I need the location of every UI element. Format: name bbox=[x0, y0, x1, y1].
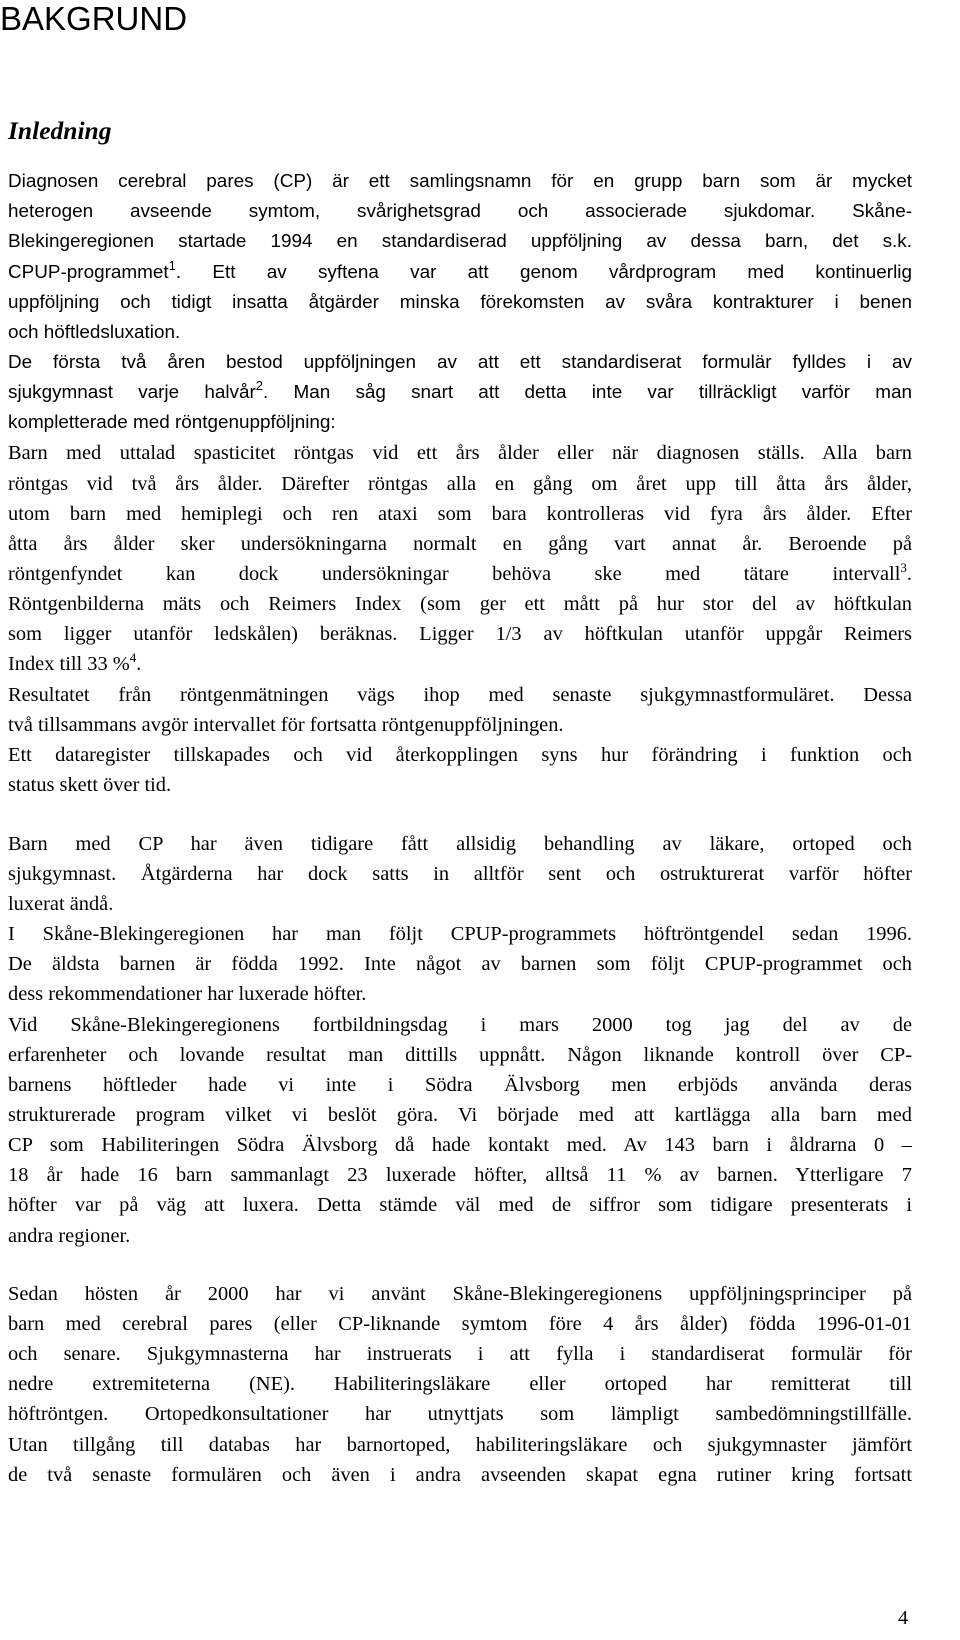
text-line: och höftledsluxation. bbox=[8, 322, 181, 343]
text-line: nedre extremiteterna (NE). Habiliteringsläkare eller ortoped har remitterat till bbox=[8, 1373, 912, 1395]
footnote-ref: 3 bbox=[900, 560, 907, 575]
text-line: utom barn med hemiplegi och ren ataxi som bara kontrolleras vid fyra års ålder. Efter bbox=[8, 503, 912, 525]
text-line: Barn med uttalad spasticitet röntgas vid ett års ålder eller när diagnosen ställs. Alla barn bbox=[8, 442, 912, 464]
text-line: som ligger utanför ledskålen) beräknas. Ligger 1/3 av höftkulan utanför uppgår Reimers bbox=[8, 623, 912, 645]
section-subheading: Inledning bbox=[8, 116, 112, 145]
text-line: strukturerade program vilket vi beslöt göra. Vi började med att kartlägga alla barn med bbox=[8, 1104, 912, 1126]
text-line: I Skåne-Blekingeregionen har man följt CPUP-programmets höftröntgendel sedan 1996. bbox=[8, 923, 912, 945]
footnote-ref: 2 bbox=[255, 378, 264, 393]
text-line: CP som Habiliteringen Södra Älvsborg då hade kontakt med. Av 143 barn i åldrarna 0 – bbox=[8, 1134, 912, 1156]
text-line: röntgenfyndet kan dock undersökningar behöva ske med tätare intervall$^3$. bbox=[8, 560, 912, 585]
text-line: och senare. Sjukgymnasterna har instruerats i att fylla i standardiserat formulär för bbox=[8, 1343, 912, 1365]
text-line: Diagnosen cerebral pares (CP) är ett samlingsnamn för en grupp barn som är mycket bbox=[8, 171, 912, 192]
text-line: De första två åren bestod uppföljningen av att ett standardiserat formulär fylldes i av bbox=[8, 352, 912, 373]
text-line: De äldsta barnen är födda 1992. Inte något av barnen som följt CPUP-programmet och bbox=[8, 953, 912, 975]
page-heading: BAKGRUND bbox=[0, 0, 188, 37]
text-line: heterogen avseende symtom, svårighetsgrad och associerade sjukdomar. Skåne- bbox=[8, 201, 912, 222]
text-line: luxerat ändå. bbox=[8, 893, 114, 915]
text-line: höftröntgen. Ortopedkonsultationer har utnyttjats som lämpligt sambedömningstillfälle. bbox=[8, 1403, 912, 1425]
text-line: barnens höftleder hade vi inte i Södra Älvsborg men erbjöds använda deras bbox=[8, 1074, 912, 1096]
text-line: röntgas vid två års ålder. Därefter röntgas alla en gång om året upp till åtta års ålder, bbox=[8, 473, 912, 495]
page-number: 4 bbox=[898, 1607, 909, 1629]
text-line: de två senaste formulären och även i andra avseenden skapat egna rutiner kring fortsatt bbox=[8, 1464, 912, 1486]
text-line: Vid Skåne-Blekingeregionens fortbildningsdag i mars 2000 tog jag del av de bbox=[8, 1014, 912, 1036]
text-line: Blekingeregionen startade 1994 en standardiserad uppföljning av dessa barn, det s.k. bbox=[8, 231, 912, 252]
text-line: Resultatet från röntgenmätningen vägs ihop med senaste sjukgymnastformuläret. Dessa bbox=[8, 684, 912, 706]
text-line: CPUP-programmet$^1$. Ett av syftena var att genom vårdprogram med kontinuerlig bbox=[8, 258, 912, 283]
text-line: åtta års ålder sker undersökningarna normalt en gång vart annat år. Beroende på bbox=[8, 533, 912, 555]
text-line: barn med cerebral pares (eller CP-liknande symtom före 4 års ålder) födda 1996-01-01 bbox=[8, 1313, 912, 1335]
text-line: andra regioner. bbox=[8, 1225, 131, 1247]
text-line: Sedan hösten år 2000 har vi använt Skåne-Blekingeregionens uppföljningsprinciper på bbox=[8, 1283, 912, 1305]
text-line: höfter var på väg att luxera. Detta stämde väl med de siffror som tidigare presenterats i bbox=[8, 1194, 912, 1216]
text-line: 18 år hade 16 barn sammanlagt 23 luxerade höfter, alltså 11 % av barnen. Ytterligare 7 bbox=[8, 1164, 912, 1186]
text-line: Barn med CP har även tidigare fått allsidig behandling av läkare, ortoped och bbox=[8, 833, 912, 855]
text-line: sjukgymnast. Åtgärderna har dock satts in alltför sent och ostrukturerat varför höfter bbox=[8, 863, 912, 885]
text-line: sjukgymnast varje halvår$^2$. Man såg snart att detta inte var tillräckligt varför man bbox=[8, 378, 912, 403]
text-line: Röntgenbilderna mäts och Reimers Index (som ger ett mått på hur stor del av höftkulan bbox=[8, 593, 912, 615]
text-line: erfarenheter och lovande resultat man dittills uppnått. Någon liknande kontroll över CP- bbox=[8, 1044, 912, 1066]
footnote-ref: 1 bbox=[168, 258, 176, 273]
text-line: Ett dataregister tillskapades och vid återkopplingen syns hur förändring i funktion och bbox=[8, 744, 912, 766]
text-line: kompletterade med röntgenuppföljning: bbox=[8, 412, 336, 433]
text-line: Utan tillgång till databas har barnortoped, habiliteringsläkare och sjukgymnaster jämfört bbox=[8, 1434, 912, 1456]
text-line: två tillsammans avgör intervallet för fortsatta röntgenuppföljningen. bbox=[8, 714, 564, 736]
footnote-ref: 4 bbox=[129, 650, 137, 665]
text-line: status skett över tid. bbox=[8, 774, 172, 796]
text-line: dess rekommendationer har luxerade höfter. bbox=[8, 983, 367, 1005]
text-line: uppföljning och tidigt insatta åtgärder minska förekomsten av svåra kontrakturer i benen bbox=[8, 292, 912, 313]
text-line: Index till 33 %$^4$. bbox=[8, 650, 142, 675]
